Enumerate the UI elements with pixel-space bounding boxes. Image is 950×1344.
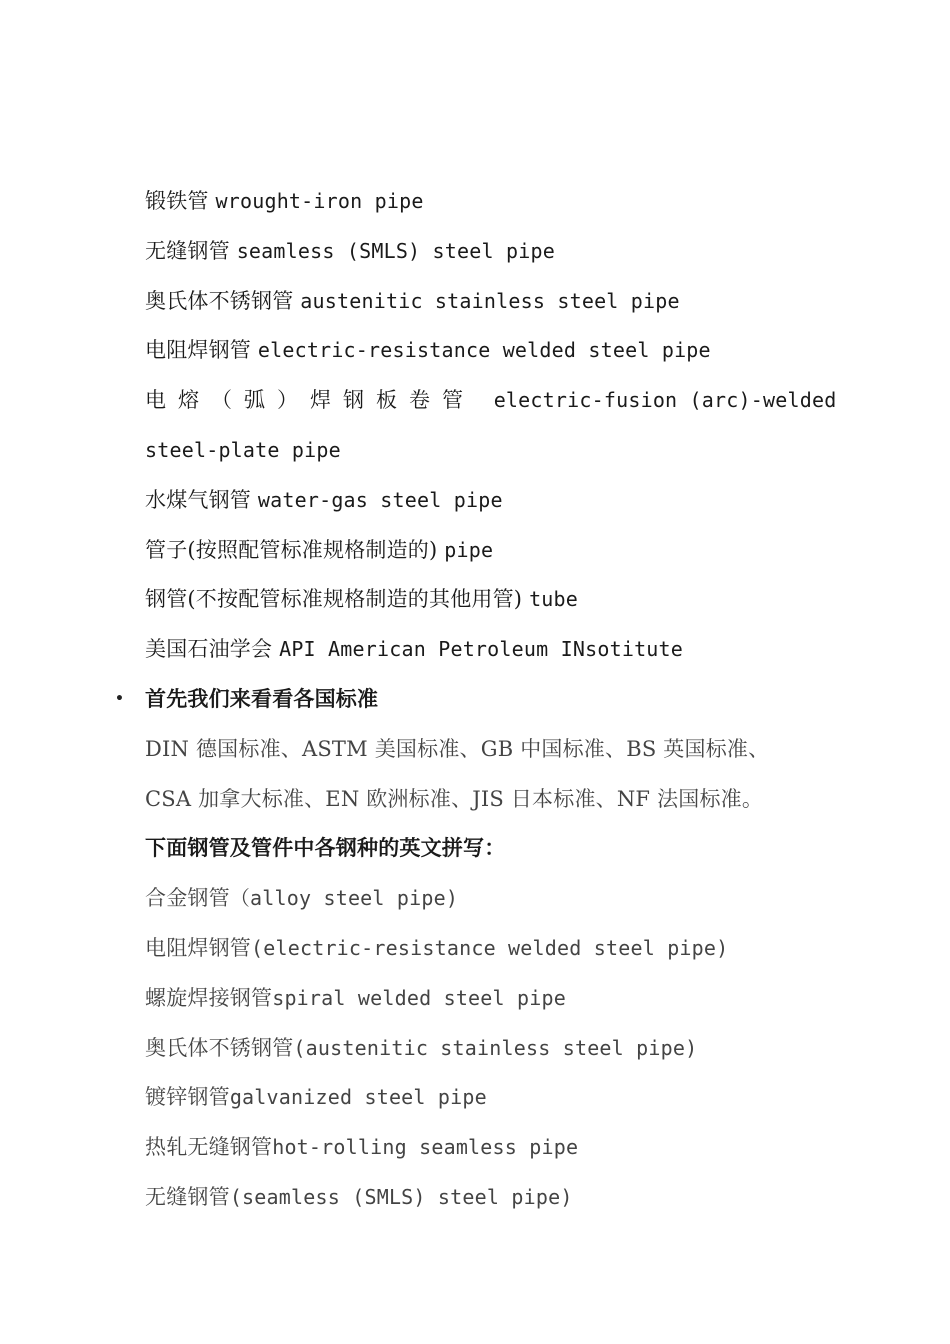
steel-zh: 电阻焊钢管	[145, 935, 251, 960]
term-en: seamless (SMLS) steel pipe	[236, 238, 555, 263]
term-en: electric-fusion (arc)-welded	[493, 388, 837, 413]
steel-line-hot-rolling	[145, 1127, 825, 1177]
subheading	[145, 828, 825, 878]
steel-en: galvanized steel pipe	[229, 1085, 487, 1110]
standards-line-2	[145, 779, 825, 829]
term-en: water-gas steel pipe	[257, 487, 503, 512]
document-page	[115, 181, 837, 1227]
term-en: steel-plate pipe	[145, 437, 341, 462]
term-zh: 电阻焊钢管	[145, 338, 258, 363]
standards-text: DIN 德国标准、ASTM 美国标准、GB 中国标准、BS 英国标准、	[145, 736, 770, 761]
steel-en: spiral welded steel pipe	[272, 985, 566, 1010]
term-en: austenitic stainless steel pipe	[300, 288, 680, 313]
term-line-api	[145, 629, 825, 679]
steel-zh: 无缝钢管	[145, 1184, 230, 1209]
term-zh: 管子(按照配管标准规格制造的)	[145, 537, 445, 562]
subheading-text: 下面钢管及管件中各钢种的英文拼写：	[145, 836, 506, 861]
steel-line-galvanized	[145, 1077, 825, 1127]
term-zh: 电熔（弧）焊钢板卷管	[145, 388, 494, 413]
steel-en: (electric-resistance welded steel pipe)	[251, 935, 729, 960]
term-en: tube	[529, 587, 579, 612]
term-zh: 无缝钢管	[145, 238, 237, 263]
section-heading-text: 首先我们来看看各国标准	[145, 686, 379, 711]
steel-zh: 热轧无缝钢管	[145, 1135, 273, 1160]
steel-en: （alloy steel pipe)	[229, 886, 459, 911]
term-line-tube	[145, 579, 825, 629]
term-en: wrought-iron pipe	[215, 189, 424, 213]
steel-line-erw	[145, 928, 825, 978]
standards-text: CSA 加拿大标准、EN 欧洲标准、JIS 日本标准、NF 法国标准。	[145, 786, 764, 811]
steel-line-seamless	[145, 1177, 825, 1227]
term-zh: 奥氏体不锈钢管	[145, 288, 301, 313]
term-line-efw	[145, 380, 837, 430]
steel-zh: 合金钢管	[145, 886, 230, 911]
term-line-seamless	[145, 231, 825, 281]
term-line-austenitic	[145, 281, 825, 331]
term-en: electric-resistance welded steel pipe	[257, 338, 711, 363]
steel-line-austenitic	[145, 1028, 825, 1078]
term-line-efw-continued	[145, 430, 825, 480]
steel-zh: 螺旋焊接钢管	[145, 985, 273, 1010]
term-line-pipe	[145, 530, 825, 580]
term-line-wrought-iron	[145, 181, 825, 231]
term-line-water-gas	[145, 480, 825, 530]
term-zh: 水煤气钢管	[145, 487, 258, 512]
term-zh: 钢管(不按配管标准规格制造的其他用管)	[145, 587, 530, 612]
steel-line-alloy	[145, 878, 825, 928]
term-en: pipe	[444, 537, 494, 562]
steel-en: (austenitic stainless steel pipe)	[293, 1035, 698, 1060]
term-zh: 锻铁管	[145, 189, 216, 213]
section-heading	[115, 679, 825, 729]
steel-line-spiral	[145, 978, 825, 1028]
steel-en: (seamless (SMLS) steel pipe)	[229, 1184, 573, 1209]
steel-en: hot-rolling seamless pipe	[272, 1135, 579, 1160]
term-zh: 美国石油学会	[145, 637, 280, 662]
steel-zh: 镀锌钢管	[145, 1085, 230, 1110]
standards-line-1	[145, 729, 825, 779]
term-line-erw	[145, 330, 825, 380]
steel-zh: 奥氏体不锈钢管	[145, 1035, 294, 1060]
bullet-icon: •	[115, 690, 125, 707]
term-en: API American Petroleum INsotitute	[279, 637, 684, 662]
